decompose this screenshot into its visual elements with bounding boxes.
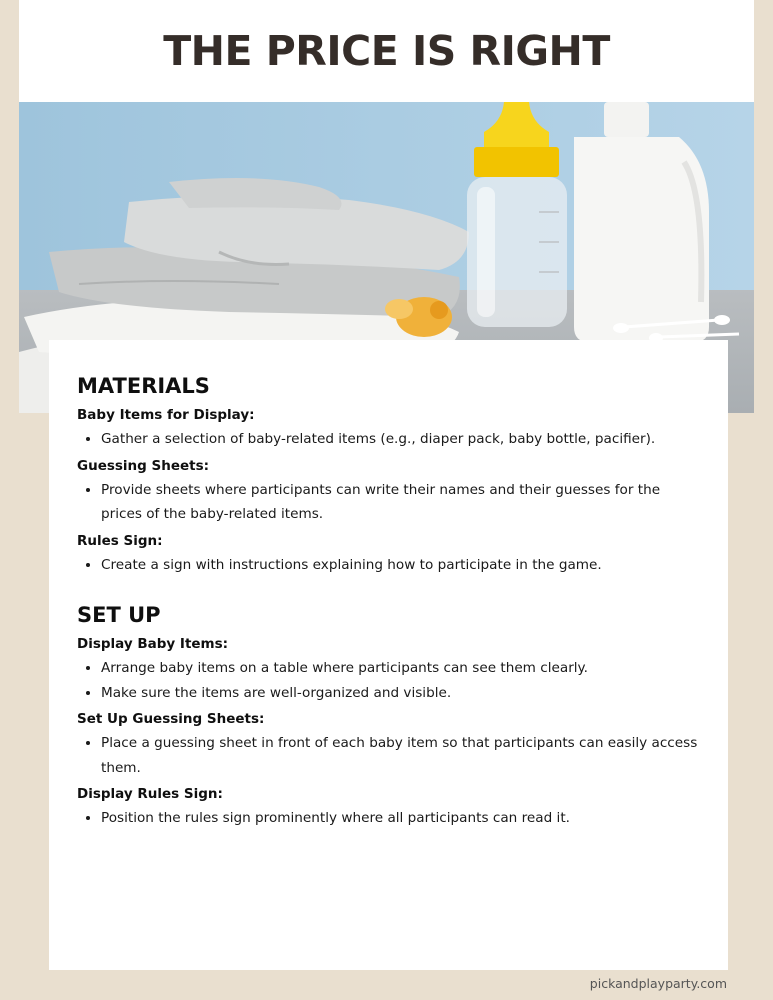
group-label: Display Rules Sign: [77, 786, 223, 802]
page-title: THE PRICE IS RIGHT [163, 27, 610, 75]
group [77, 632, 700, 705]
group [77, 782, 700, 831]
footer-url: pickandplayparty.com [589, 976, 727, 991]
group [77, 529, 700, 578]
bullet-list [77, 731, 700, 780]
bullet-list [77, 478, 700, 527]
list-item: • Position the rules sign prominently where all participants can read it. [101, 806, 700, 831]
group [77, 454, 700, 527]
list-item: • Make sure the items are well-organized and visible. [101, 681, 700, 706]
group-label: Rules Sign: [77, 532, 163, 549]
group-label: Set Up Guessing Sheets: [77, 711, 265, 727]
section-set-up [77, 601, 700, 831]
section-heading: SET UP [77, 603, 161, 627]
bullet-list [77, 806, 700, 831]
group [77, 707, 700, 780]
group-label: Guessing Sheets: [77, 457, 210, 474]
bullet-list [77, 656, 700, 705]
group-label: Baby Items for Display: [77, 407, 255, 423]
header-banner [19, 0, 754, 102]
list-item: • Arrange baby items on a table where participants can see them clearly. [101, 656, 700, 681]
group [77, 403, 700, 452]
bullet-list [77, 427, 700, 452]
group-label: Display Baby Items: [77, 636, 229, 652]
list-item: • Provide sheets where participants can write their names and their guesses for the prices of the baby-related items. [101, 478, 700, 527]
section-heading: MATERIALS [77, 374, 210, 398]
content-card [49, 340, 728, 970]
section-materials [77, 372, 700, 577]
bullet-list [77, 553, 700, 578]
list-item: • Place a guessing sheet in front of each baby item so that participants can easily access them. [101, 731, 700, 780]
list-item: • Create a sign with instructions explaining how to participate in the game. [101, 553, 700, 578]
list-item: • Gather a selection of baby-related items (e.g., diaper pack, baby bottle, pacifier). [101, 427, 700, 452]
